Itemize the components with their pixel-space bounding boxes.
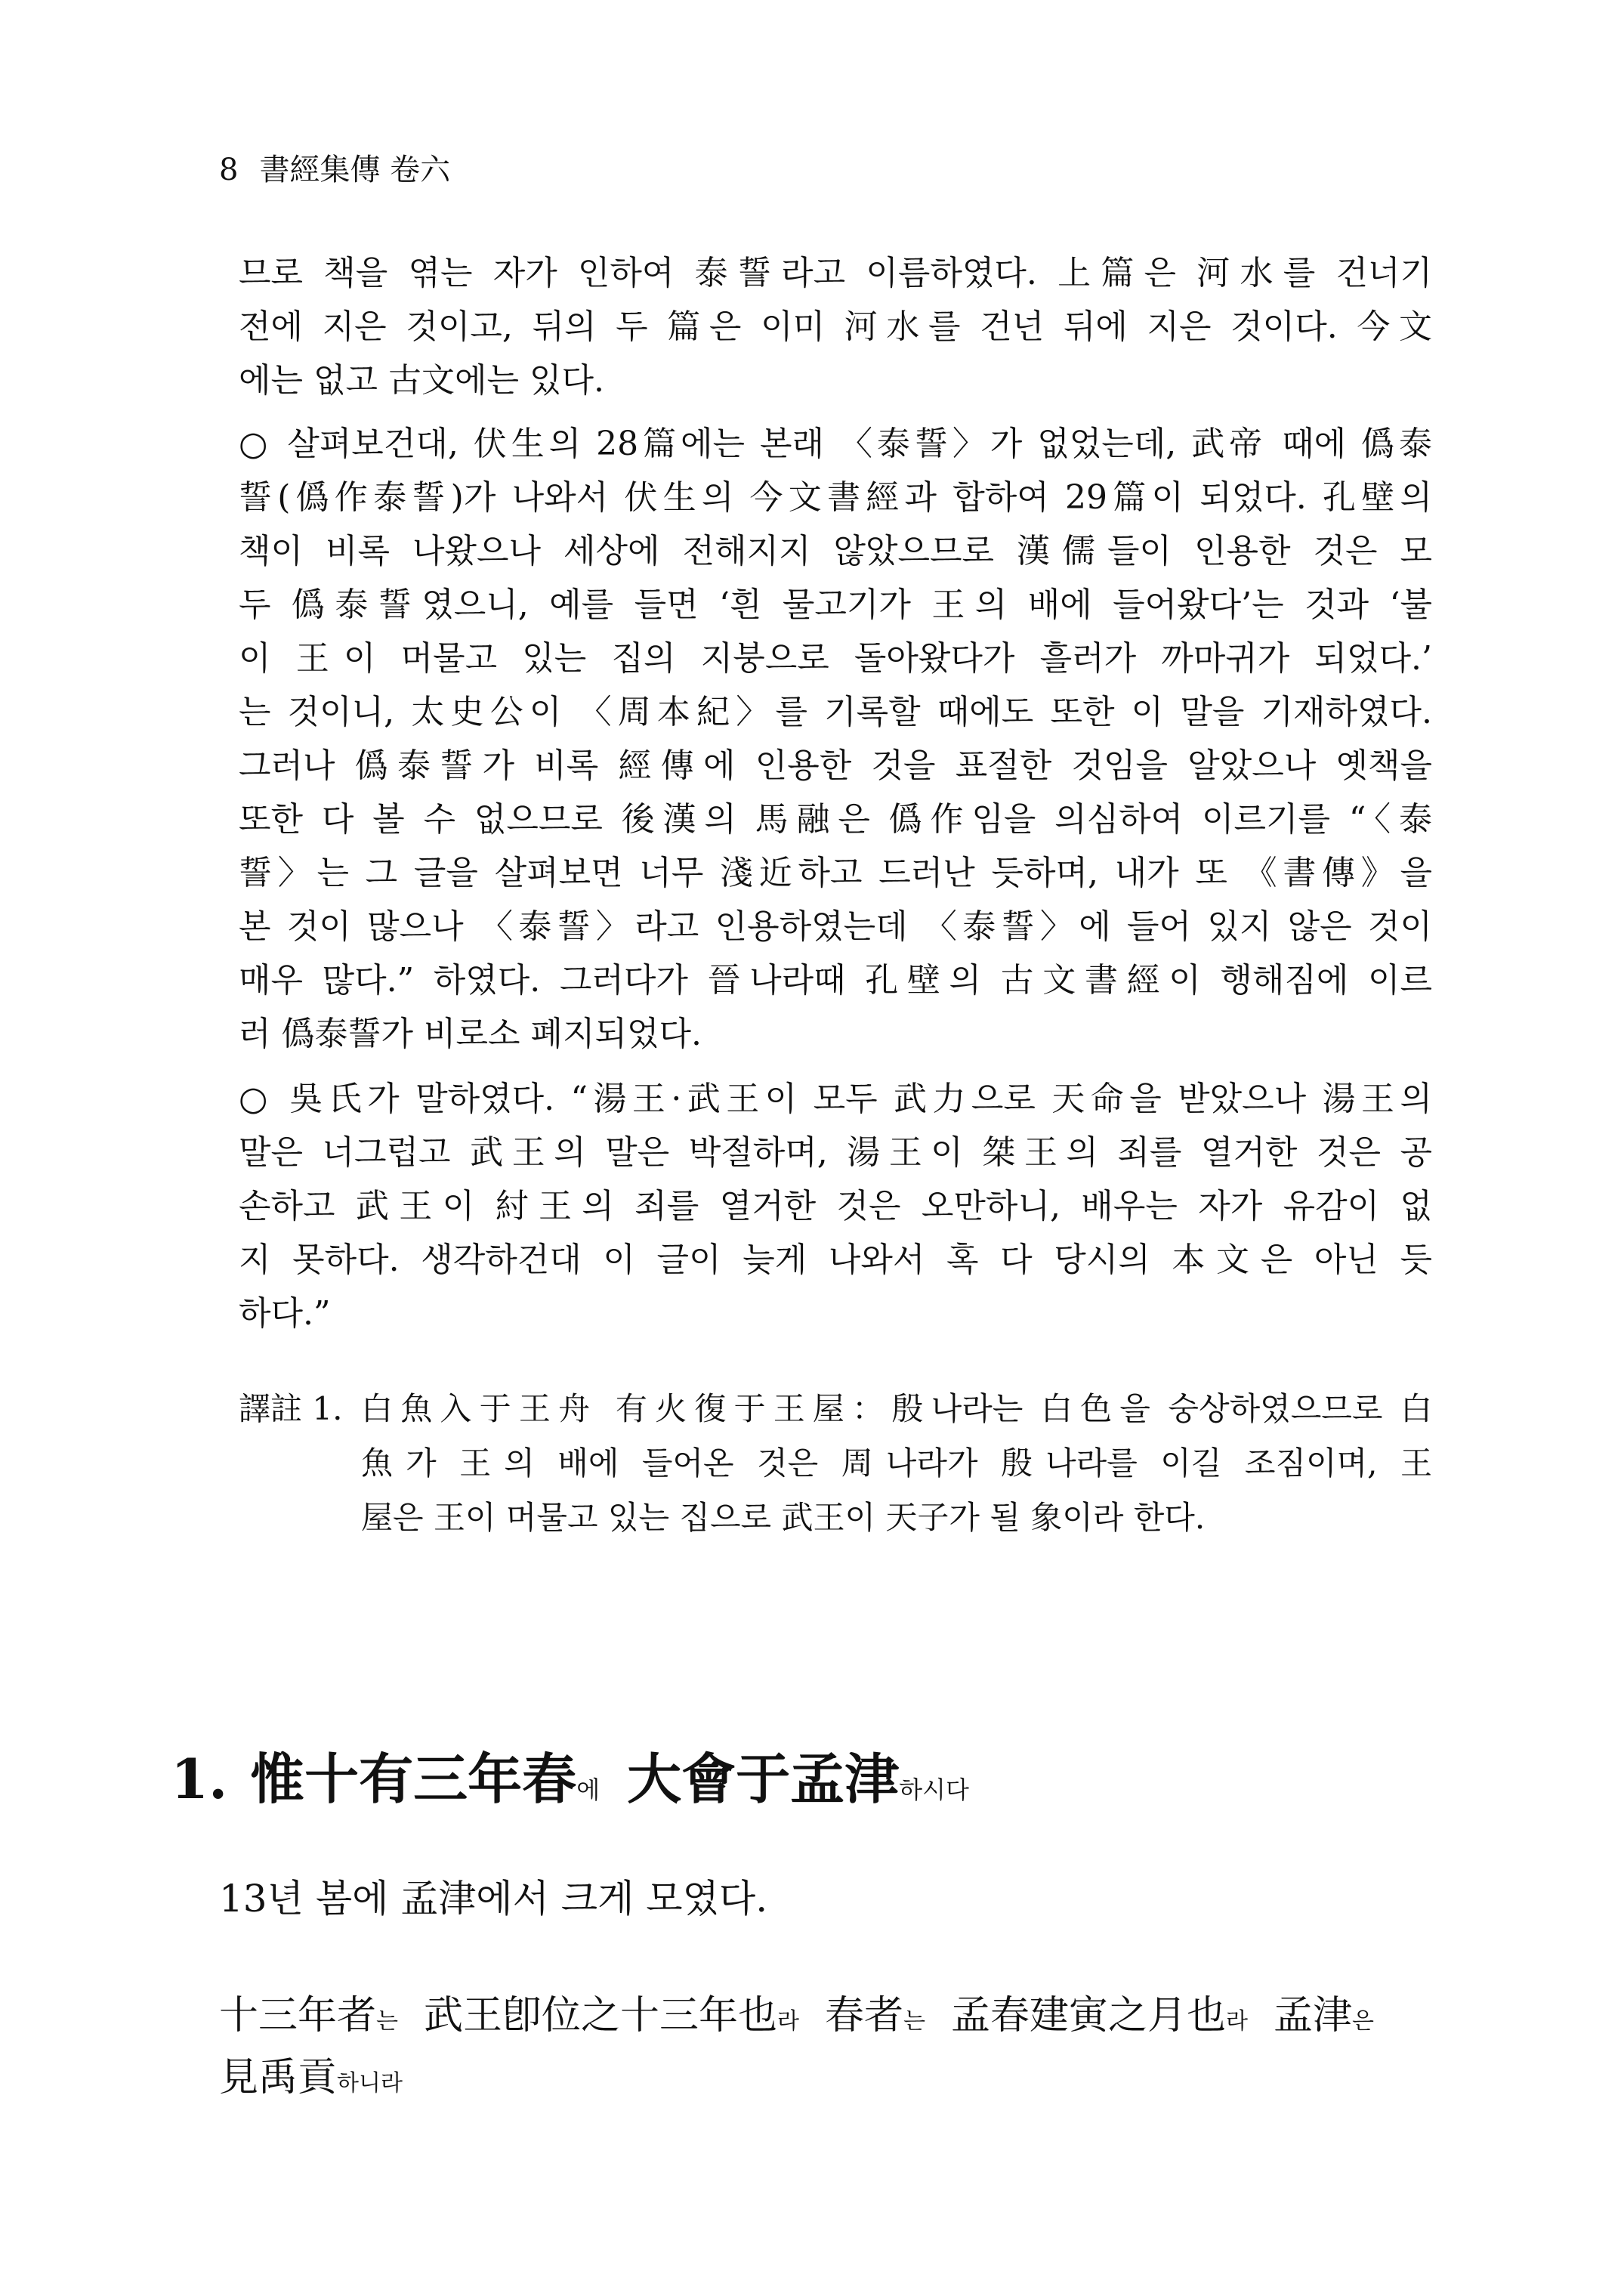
commentary-suffix: 라 [777, 2008, 799, 2035]
commentary-phrase: 孟春建寅之月也 [951, 1993, 1227, 2038]
commentary-suffix: 는 [376, 2008, 398, 2035]
body-line: 는 것이니, 太史公이 〈周本紀〉를 기록할 때에도 또한 이 말을 기재하였다. [239, 693, 1432, 731]
section-number: 1. [171, 1747, 228, 1811]
body-line: 또한 다 볼 수 없으므로 後漢의 馬融은 僞作임을 의심하여 이르기를 “〈泰 [239, 800, 1432, 839]
section-suffix-2: 하시다 [899, 1775, 969, 1804]
commentary-suffix: 하니라 [337, 2070, 403, 2097]
body-line: 전에 지은 것이고, 뒤의 두 篇은 이미 河水를 건넌 뒤에 지은 것이다. 今文 [239, 307, 1432, 346]
section-text-1: 惟十有三年春 [250, 1747, 577, 1811]
body-line: 므로 책을 엮는 자가 인하여 泰誓라고 이름하였다. 上篇은 河水를 건너기 [239, 254, 1432, 292]
commentary-line [219, 1986, 1374, 2052]
body-line: 誓〉는 그 글을 살펴보면 너무 淺近하고 드러난 듯하며, 내가 또 《書傳》을 [239, 854, 1432, 892]
translation-text: 13년 봄에 孟津에서 크게 모였다. [219, 1877, 768, 1921]
body-line: 말은 너그럽고 武王의 말은 박절하며, 湯王이 桀王의 죄를 열거한 것은 공 [239, 1133, 1432, 1172]
body-line: 그러나 僞泰誓가 비록 經傳에 인용한 것을 표절한 것임을 알았으나 옛책을 [239, 746, 1432, 785]
section-heading [171, 1741, 969, 1828]
note-label: 譯註 1. [239, 1390, 343, 1427]
body-line: 매우 많다.” 하였다. 그러다가 晉나라때 孔壁의 古文書經이 행해짐에 이르 [239, 961, 1432, 1000]
commentary-phrase: 孟津 [1274, 1993, 1353, 2038]
body-line: 러 僞泰誓가 비로소 폐지되었다. [239, 1015, 702, 1053]
commentary-suffix: 은 [1352, 2008, 1374, 2035]
section-text-2: 大會于孟津 [627, 1747, 900, 1811]
commentary-suffix: 는 [903, 2008, 925, 2035]
page-header [219, 151, 450, 189]
body-line: ○ 吳氏가 말하였다. “湯王·武王이 모두 武力으로 天命을 받았으나 湯王의 [239, 1080, 1432, 1118]
book-title: 書經集傳 卷六 [259, 153, 451, 187]
commentary-phrase: 十三年者 [219, 1993, 377, 2038]
commentary-line [219, 2047, 403, 2114]
note-line: 白魚入于王舟 有火復于王屋：殷나라는 白色을 숭상하였으므로 白 [361, 1390, 1432, 1427]
body-line: 본 것이 많으나 〈泰誓〉라고 인용하였는데 〈泰誓〉에 들어 있지 않은 것이 [239, 907, 1432, 946]
body-line: 손하고 武王이 紂王의 죄를 열거한 것은 오만하니, 배우는 자가 유감이 없 [239, 1187, 1432, 1225]
body-line: 두 僞泰誓였으니, 예를 들면 ‘흰 물고기가 王의 배에 들어왔다’는 것과 ‘불 [239, 586, 1432, 624]
body-line: 지 못하다. 생각하건대 이 글이 늦게 나와서 혹 다 당시의 本文은 아닌 듯 [239, 1241, 1432, 1279]
note-line: 屋은 王이 머물고 있는 집으로 武王이 天子가 될 象이라 한다. [361, 1499, 1206, 1536]
body-line: 하다.” [239, 1294, 331, 1333]
body-line: 이 王이 머물고 있는 집의 지붕으로 돌아왔다가 흘러가 까마귀가 되었다.’ [239, 639, 1432, 678]
commentary-phrase: 武王卽位之十三年也 [424, 1993, 778, 2038]
commentary-phrase: 春者 [825, 1993, 904, 2038]
body-line: 에는 없고 古文에는 있다. [239, 361, 604, 400]
page-number: 8 [219, 153, 239, 187]
body-line: ○ 살펴보건대, 伏生의 28篇에는 본래 〈泰誓〉가 없었는데, 武帝 때에 僞泰 [239, 425, 1432, 463]
commentary-phrase: 見禹貢 [219, 2055, 338, 2100]
section-suffix-1: 에 [576, 1775, 601, 1804]
note-line: 魚가 王의 배에 들어온 것은 周나라가 殷나라를 이길 조짐이며, 王 [361, 1445, 1432, 1482]
body-line: 책이 비록 나왔으나 세상에 전해지지 않았으므로 漢儒들이 인용한 것은 모 [239, 532, 1432, 570]
commentary-suffix: 라 [1226, 2008, 1248, 2035]
body-line: 誓(僞作泰誓)가 나와서 伏生의 今文書經과 합하여 29篇이 되었다. 孔壁의 [239, 478, 1432, 517]
